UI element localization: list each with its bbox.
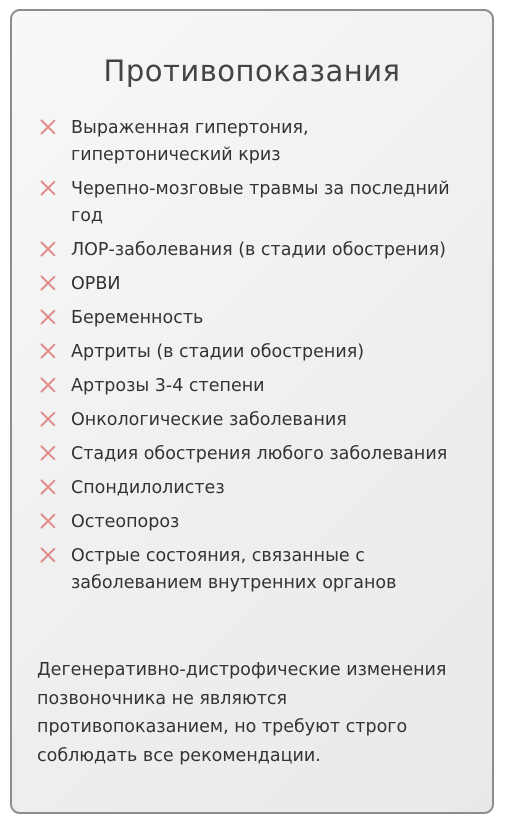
- cross-icon: [40, 513, 56, 529]
- list-item: [38, 373, 468, 400]
- cross-icon: [40, 180, 56, 196]
- contraindications-card: [10, 9, 494, 814]
- list-item: [38, 441, 468, 468]
- cross-icon: [40, 377, 56, 393]
- contraindications-list: [38, 115, 468, 604]
- cross-icon: [40, 275, 56, 291]
- list-item: [38, 543, 468, 597]
- cross-icon: [40, 241, 56, 257]
- list-item: [38, 509, 468, 536]
- list-item-text: Артриты (в стадии обострения): [71, 342, 365, 362]
- list-item-text: Черепно-мозговые травмы за последний год: [71, 179, 450, 226]
- list-item: [38, 176, 468, 230]
- list-item: [38, 407, 468, 434]
- list-item-text: Артрозы 3-4 степени: [71, 376, 265, 396]
- list-item: [38, 475, 468, 502]
- card-title: Противопоказания: [103, 54, 401, 88]
- cross-icon: [40, 309, 56, 325]
- list-item-text: ЛОР-заболевания (в стадии обострения): [71, 240, 446, 260]
- cross-icon: [40, 479, 56, 495]
- list-item: [38, 339, 468, 366]
- note-text: Дегенеративно-дистрофические изменения позвоночника не являются противопоказанием, но требуют строго соблюдать все рекомендации.: [37, 660, 447, 766]
- list-item: [38, 237, 468, 264]
- list-item-text: ОРВИ: [71, 274, 121, 294]
- list-item: [38, 271, 468, 298]
- cross-icon: [40, 119, 56, 135]
- cross-icon: [40, 547, 56, 563]
- cross-icon: [40, 445, 56, 461]
- cross-icon: [40, 411, 56, 427]
- list-item-text: Остеопороз: [71, 512, 180, 532]
- list-item: [38, 305, 468, 332]
- list-item-text: Онкологические заболевания: [71, 410, 347, 430]
- list-item-text: Выраженная гипертония, гипертонический криз: [71, 118, 309, 165]
- list-item-text: Беременность: [71, 308, 204, 328]
- cross-icon: [40, 343, 56, 359]
- list-item-text: Острые состояния, связанные с заболеванием внутренних органов: [71, 546, 397, 593]
- list-item: [38, 115, 468, 169]
- list-item-text: Стадия обострения любого заболевания: [71, 444, 448, 464]
- list-item-text: Спондилолистез: [71, 478, 225, 498]
